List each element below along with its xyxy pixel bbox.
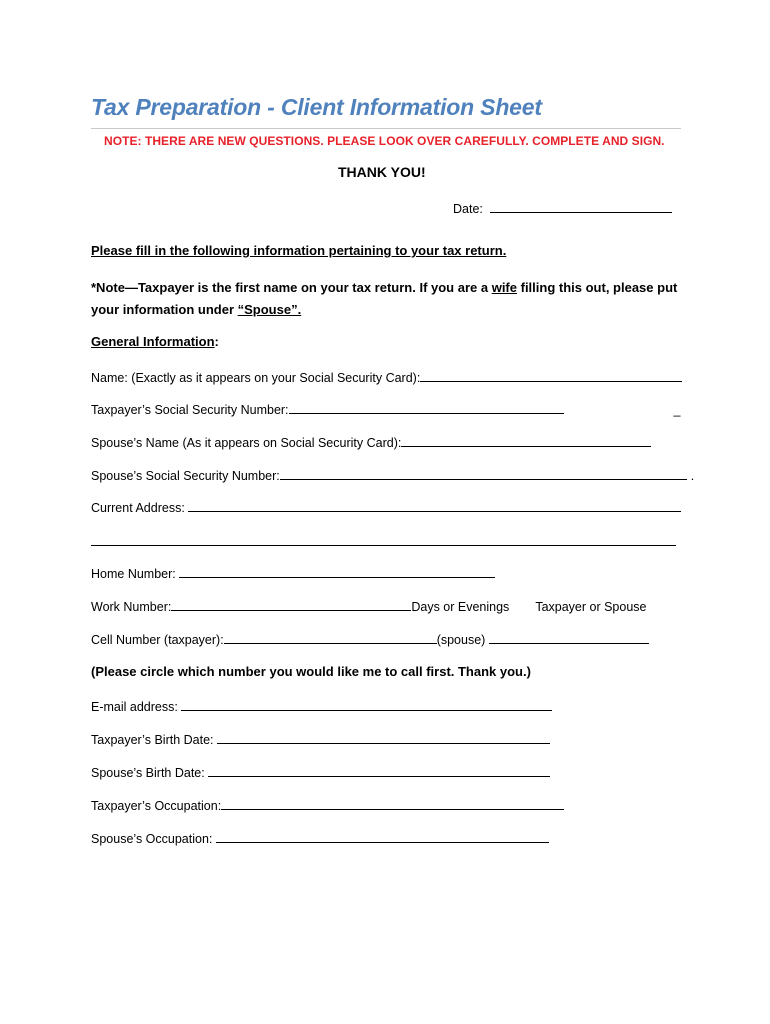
taxpayer-occupation-row (91, 797, 564, 813)
current-address-field[interactable] (188, 499, 681, 512)
note-wife: wife (491, 280, 517, 295)
date-label: Date: (453, 202, 483, 216)
general-information-heading (91, 334, 219, 349)
days-or-evenings-option[interactable]: Days or Evenings (411, 600, 510, 614)
taxpayer-occupation-label: Taxpayer’s Occupation: (91, 799, 222, 813)
name-row (91, 369, 682, 385)
taxpayer-ssn-tail: _ (673, 403, 681, 417)
taxpayer-ssn-row (91, 401, 681, 417)
spouse-ssn-field[interactable] (280, 467, 687, 480)
spouse-ssn-label: Spouse’s Social Security Number: (91, 469, 280, 483)
home-number-label: Home Number: (91, 567, 180, 581)
spouse-occupation-row (91, 830, 549, 846)
date-field[interactable] (490, 200, 672, 213)
new-questions-note: NOTE: THERE ARE NEW QUESTIONS. PLEASE LOOK OVER CAREFULLY. COMPLETE AND SIGN. (104, 134, 665, 148)
work-number-field[interactable] (171, 598, 411, 611)
instructions-heading: Please fill in the following information pertaining to your tax return. (91, 243, 507, 258)
taxpayer-birth-row (91, 731, 550, 747)
current-address-field-line-2[interactable] (91, 545, 676, 546)
general-information-label: General Information (91, 334, 215, 349)
taxpayer-ssn-field[interactable] (289, 401, 564, 414)
email-row (91, 698, 552, 714)
taxpayer-note (91, 277, 691, 321)
spouse-birth-row (91, 764, 550, 780)
work-number-label: Work Number: (91, 600, 172, 614)
spouse-name-label: Spouse’s Name (As it appears on Social Security Card): (91, 436, 402, 450)
title-divider (91, 128, 681, 129)
general-information-colon: : (214, 334, 219, 349)
cell-number-row (91, 631, 649, 647)
page-title: Tax Preparation - Client Information Sheet (91, 94, 542, 120)
call-first-note: (Please circle which number you would like me to call first. Thank you.) (91, 664, 531, 679)
cell-taxpayer-field[interactable] (224, 631, 437, 644)
current-address-row (91, 499, 681, 515)
note-text-2: filling this out, please put your information under (91, 280, 678, 317)
spouse-occupation-label: Spouse’s Occupation: (91, 832, 216, 846)
spouse-birth-field[interactable] (208, 764, 550, 777)
taxpayer-ssn-label: Taxpayer’s Social Security Number: (91, 403, 289, 417)
home-number-field[interactable] (179, 565, 495, 578)
note-spouse: “Spouse”. (237, 302, 302, 317)
spouse-name-field[interactable] (401, 434, 651, 447)
name-label: Name: (Exactly as it appears on your Social Security Card): (91, 371, 421, 385)
cell-spouse-field[interactable] (489, 631, 649, 644)
home-number-row (91, 565, 495, 581)
current-address-label: Current Address: (91, 501, 189, 515)
taxpayer-occupation-field[interactable] (221, 797, 564, 810)
spouse-ssn-tail: . (690, 469, 695, 483)
email-field[interactable] (181, 698, 552, 711)
date-row (453, 200, 672, 216)
thank-you-heading: THANK YOU! (338, 164, 426, 180)
work-number-row (91, 598, 647, 614)
spouse-ssn-row (91, 467, 694, 483)
cell-taxpayer-label: Cell Number (taxpayer): (91, 633, 224, 647)
taxpayer-birth-field[interactable] (217, 731, 550, 744)
cell-spouse-label: (spouse) (436, 633, 489, 647)
taxpayer-or-spouse-option[interactable]: Taxpayer or Spouse (535, 600, 647, 614)
note-text-1: *Note—Taxpayer is the first name on your tax return. If you are a (91, 280, 492, 295)
taxpayer-birth-label: Taxpayer’s Birth Date: (91, 733, 217, 747)
spouse-birth-label: Spouse’s Birth Date: (91, 766, 209, 780)
spouse-name-row (91, 434, 651, 450)
name-field[interactable] (420, 369, 682, 382)
spouse-occupation-field[interactable] (216, 830, 549, 843)
email-label: E-mail address: (91, 700, 182, 714)
